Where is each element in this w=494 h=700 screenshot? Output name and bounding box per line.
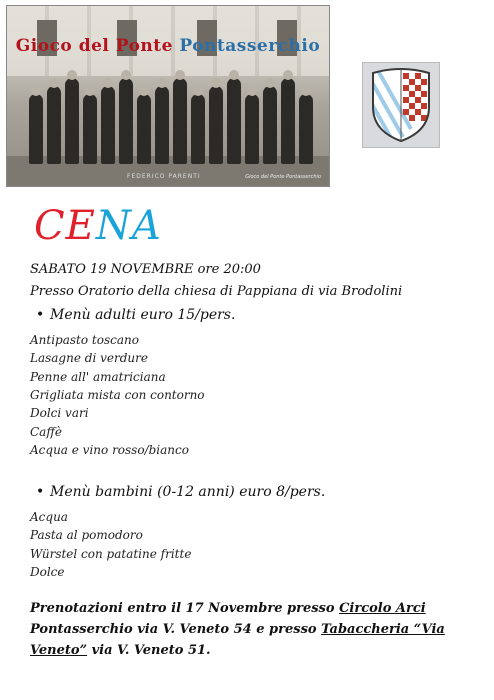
photo-title-part2: Pontasserchio (179, 36, 321, 56)
person-figure (191, 94, 205, 164)
booking-text: Pontasserchio via V. Veneto 54 e presso (30, 622, 322, 637)
booking-line-1 (30, 601, 426, 616)
person-head (157, 78, 167, 88)
person-figure (47, 86, 61, 164)
adult-menu-item: Antipasto toscano (30, 333, 139, 347)
person-figure (263, 86, 277, 164)
kids-menu-title (36, 484, 326, 500)
person-figure (155, 86, 169, 164)
person-figure (227, 78, 241, 164)
kids-menu-label: Menù bambini (0-12 anni) euro 8/pers. (50, 484, 326, 500)
adult-menu-item: Lasagne di verdure (30, 351, 148, 366)
bullet-icon: • (36, 484, 45, 500)
photo-title (7, 36, 329, 56)
adult-menu-item: Dolci vari (30, 406, 89, 421)
person-figure (83, 94, 97, 164)
person-head (247, 86, 257, 96)
booking-place-link: Tabaccheria “Via (321, 622, 445, 637)
kids-menu-item: Acqua (30, 510, 68, 524)
adult-menu-title (36, 307, 236, 323)
person-figure (299, 94, 313, 164)
person-head (121, 70, 131, 80)
person-figure (209, 86, 223, 164)
person-figure (245, 94, 259, 164)
kids-menu-item: Würstel con patatine fritte (30, 546, 192, 561)
person-figure (29, 94, 43, 164)
person-head (211, 78, 221, 88)
person-figure (65, 78, 79, 164)
photo-caption: Gioco del Ponte Pontasserchio (245, 174, 321, 180)
person-head (283, 70, 293, 80)
person-figure (173, 78, 187, 164)
bullet-icon: • (36, 307, 45, 323)
adult-menu-item: Acqua e vino rosso/bianco (30, 442, 189, 457)
event-place: Presso Oratorio della chiesa di Pappiana di via Brodolini (30, 284, 403, 299)
person-figure (137, 94, 151, 164)
adult-menu-item: Grigliata mista con contorno (30, 387, 205, 402)
booking-text: via V. Veneto 51. (87, 643, 211, 658)
group-photo (6, 5, 330, 187)
booking-text: Prenotazioni entro il 17 Novembre presso (30, 601, 340, 616)
person-figure (119, 78, 133, 164)
event-date: SABATO 19 NOVEMBRE ore 20:00 (30, 262, 261, 277)
page-title (34, 203, 162, 249)
person-head (265, 78, 275, 88)
adult-menu-label: Menù adulti euro 15/pers. (50, 307, 236, 323)
kids-menu-item: Pasta al pomodoro (30, 528, 143, 543)
person-figure (281, 78, 295, 164)
booking-place-link: Circolo Arci (339, 601, 426, 616)
coat-of-arms-icon (362, 62, 440, 148)
adult-menu-item: Penne all' amatriciana (30, 369, 166, 384)
photo-title-part1: Gioco del Ponte (15, 36, 173, 56)
person-head (193, 86, 203, 96)
person-head (175, 70, 185, 80)
title-part2: NA (95, 203, 162, 249)
person-head (103, 78, 113, 88)
booking-place-link: Veneto” (30, 643, 88, 658)
photo-credit: FEDERICO PARENTI (127, 173, 201, 180)
person-head (67, 70, 77, 80)
person-head (49, 78, 59, 88)
booking-line-2 (30, 622, 445, 637)
person-head (229, 70, 239, 80)
adult-menu-item: Caffè (30, 424, 62, 439)
person-figure (101, 86, 115, 164)
person-head (31, 86, 41, 96)
person-head (139, 86, 149, 96)
booking-line-3 (30, 643, 211, 658)
person-head (85, 86, 95, 96)
person-head (301, 86, 311, 96)
kids-menu-item: Dolce (30, 564, 65, 579)
title-part1: CE (34, 203, 96, 249)
